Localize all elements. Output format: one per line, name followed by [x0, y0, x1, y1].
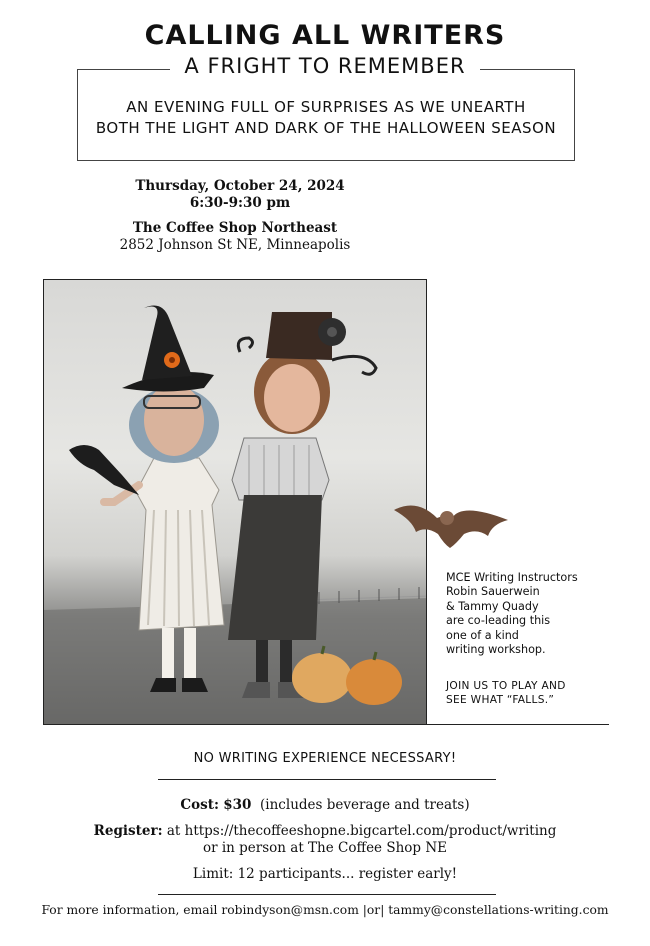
- register-label: Register:: [93, 823, 163, 839]
- event-date: Thursday, October 24, 2024: [135, 178, 345, 194]
- cost-value: $30: [223, 797, 252, 813]
- instructors-photo: [43, 279, 427, 725]
- cost-note: (includes beverage and treats): [260, 797, 470, 813]
- subtitle: [0, 54, 650, 78]
- register-in-person: or in person at The Coffee Shop NE: [202, 840, 448, 856]
- event-time: 6:30-9:30 pm: [189, 195, 291, 211]
- tagline: [77, 97, 575, 139]
- participant-limit: Limit: 12 participants... register early!: [192, 866, 458, 882]
- blurb-line: are co-leading this: [446, 614, 551, 628]
- venue-address: 2852 Johnson St NE, Minneapolis: [119, 237, 351, 253]
- cost-line: [0, 797, 650, 813]
- divider: [427, 724, 609, 725]
- event-venue: [95, 220, 375, 254]
- event-datetime: [110, 178, 370, 212]
- crow-icon: [69, 445, 139, 495]
- tagline-line-2: BOTH THE LIGHT AND DARK OF THE HALLOWEEN SEASON: [95, 119, 557, 137]
- bat-icon: [392, 496, 510, 552]
- cost-label: Cost:: [180, 797, 219, 813]
- page-title: CALLING ALL WRITERS: [144, 20, 506, 51]
- register-link[interactable]: at https://thecoffeeshopne.bigcartel.com/product/writing: [166, 823, 557, 839]
- divider: [158, 894, 496, 895]
- join-line-2: SEE WHAT “FALLS.”: [446, 694, 555, 706]
- blurb-line: Robin Sauerwein: [446, 585, 540, 599]
- contact-footer[interactable]: For more information, email robindyson@msn.com |or| tammy@constellations-writing.com: [41, 903, 609, 917]
- tagline-line-1: AN EVENING FULL OF SURPRISES AS WE UNEARTH: [126, 98, 526, 116]
- subtitle-text: A FRIGHT TO REMEMBER: [170, 54, 479, 78]
- register-info: [0, 823, 650, 857]
- blurb-line: MCE Writing Instructors: [446, 571, 578, 584]
- no-experience-note: NO WRITING EXPERIENCE NECESSARY!: [193, 751, 457, 766]
- blurb-line: & Tammy Quady: [446, 599, 539, 613]
- venue-name: The Coffee Shop Northeast: [132, 220, 338, 236]
- blurb-line: one of a kind: [446, 628, 519, 642]
- instructors-blurb: [446, 571, 616, 657]
- divider: [158, 779, 496, 780]
- blurb-line: writing workshop.: [446, 643, 546, 657]
- join-callout: [446, 679, 616, 707]
- join-line-1: JOIN US TO PLAY AND: [446, 680, 566, 692]
